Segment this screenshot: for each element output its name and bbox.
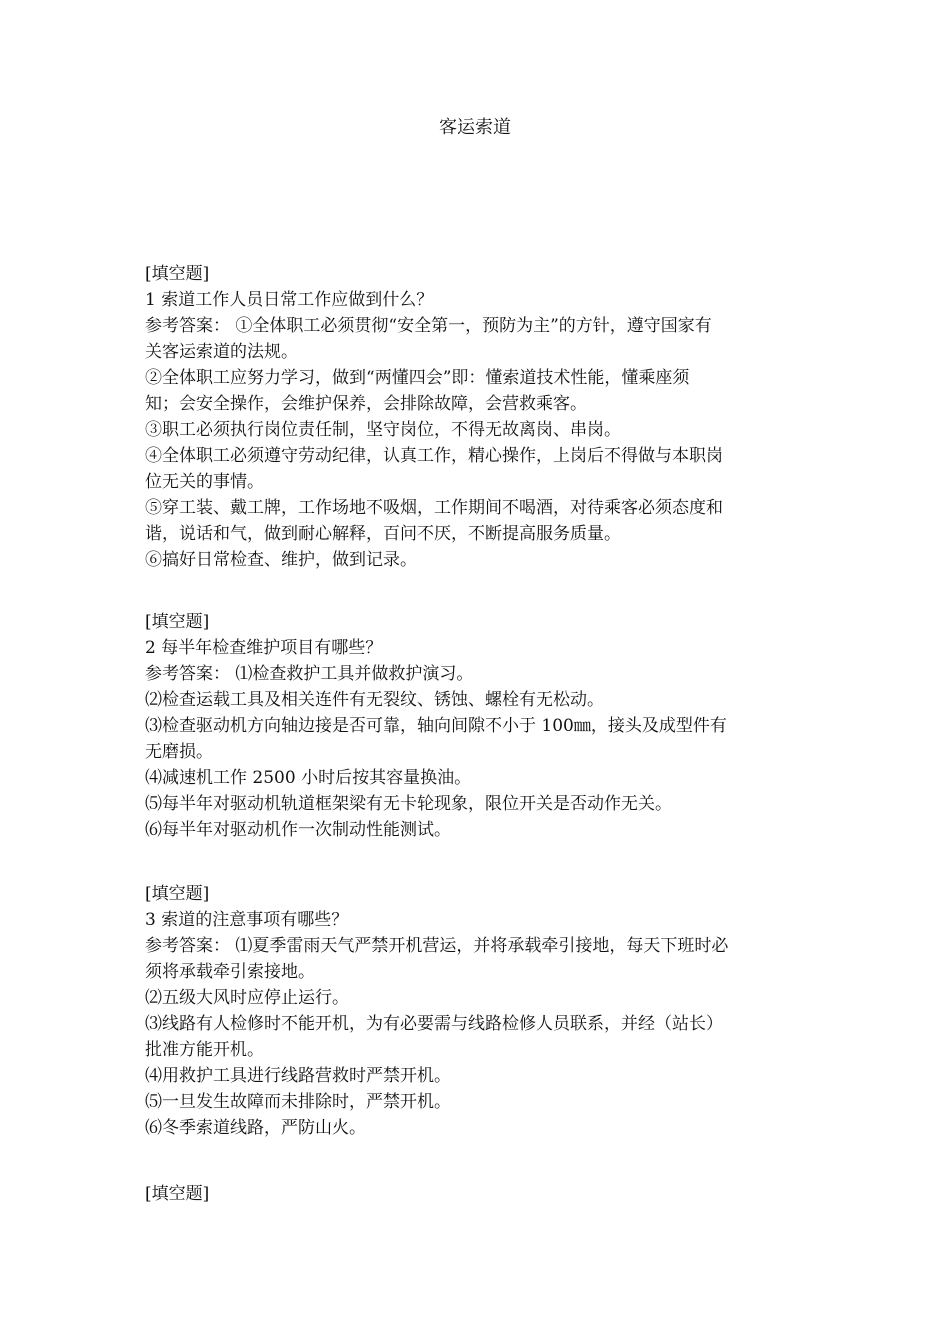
answer-line: ⑶检查驱动机方向轴边接是否可靠，轴向间隙不小于 100㎜，接头及成型件有 (145, 716, 727, 736)
question-text: 1 索道工作人员日常工作应做到什么？ (145, 290, 434, 310)
answer-line: ⑵五级大风时应停止运行。 (145, 988, 349, 1008)
question-section-3 (145, 881, 815, 1141)
answer-line: ⑤穿工装、戴工牌，工作场地不吸烟，工作期间不喝酒，对待乘客必须态度和 (145, 498, 723, 518)
question-section-2 (145, 609, 815, 843)
answer-line: ⑥搞好日常检查、维护，做到记录。 (145, 550, 417, 570)
document-title: 客运索道 (439, 117, 511, 138)
answer-line: 无磨损。 (145, 742, 213, 762)
answer-line: 批准方能开机。 (145, 1040, 264, 1060)
answer-line: ⑶线路有人检修时不能开机，为有必要需与线路检修人员联系，并经（站长） (145, 1014, 723, 1034)
answer-line: ⑸一旦发生故障而未排除时，严禁开机。 (145, 1092, 451, 1112)
answer-line: ⑷用救护工具进行线路营救时严禁开机。 (145, 1066, 451, 1086)
answer-line: 谐，说话和气，做到耐心解释，百问不厌，不断提高服务质量。 (145, 524, 621, 544)
answer-line: ④全体职工必须遵守劳动纪律，认真工作，精心操作，上岗后不得做与本职岗 (145, 446, 723, 466)
question-section-1 (145, 261, 815, 573)
answer-line: 参考答案： ⑴夏季雷雨天气严禁开机营运，并将承载牵引接地，每天下班时必 (145, 936, 729, 956)
answer-line: 知；会安全操作，会维护保养，会排除故障，会营救乘客。 (145, 394, 587, 414)
question-type-label: [填空题] (145, 1184, 210, 1204)
answer-line: ③职工必须执行岗位责任制，坚守岗位，不得无故离岗、串岗。 (145, 420, 621, 440)
answer-line: 关客运索道的法规。 (145, 342, 298, 362)
answer-line: ⑷减速机工作 2500 小时后按其容量换油。 (145, 768, 472, 788)
answer-line: 参考答案： ⑴检查救护工具并做救护演习。 (145, 664, 474, 684)
answer-line: ⑹每半年对驱动机作一次制动性能测试。 (145, 820, 451, 840)
question-text: 3 索道的注意事项有哪些？ (145, 910, 349, 930)
question-section-4 (145, 1181, 815, 1207)
answer-line: ⑹冬季索道线路，严防山火。 (145, 1118, 366, 1138)
question-type-label: [填空题] (145, 612, 210, 632)
question-type-label: [填空题] (145, 264, 210, 284)
answer-line: ⑸每半年对驱动机轨道框架梁有无卡轮现象，限位开关是否动作无关。 (145, 794, 672, 814)
answer-line: 参考答案： ①全体职工必须贯彻“安全第一，预防为主”的方针，遵守国家有 (145, 316, 712, 336)
question-type-label: [填空题] (145, 884, 210, 904)
answer-line: 位无关的事情。 (145, 472, 264, 492)
answer-line: 须将承载牵引索接地。 (145, 962, 315, 982)
answer-line: ②全体职工应努力学习，做到“两懂四会”即：懂索道技术性能，懂乘座须 (145, 368, 690, 388)
question-text: 2 每半年检查维护项目有哪些？ (145, 638, 383, 658)
answer-line: ⑵检查运载工具及相关连件有无裂纹、锈蚀、螺栓有无松动。 (145, 690, 604, 710)
